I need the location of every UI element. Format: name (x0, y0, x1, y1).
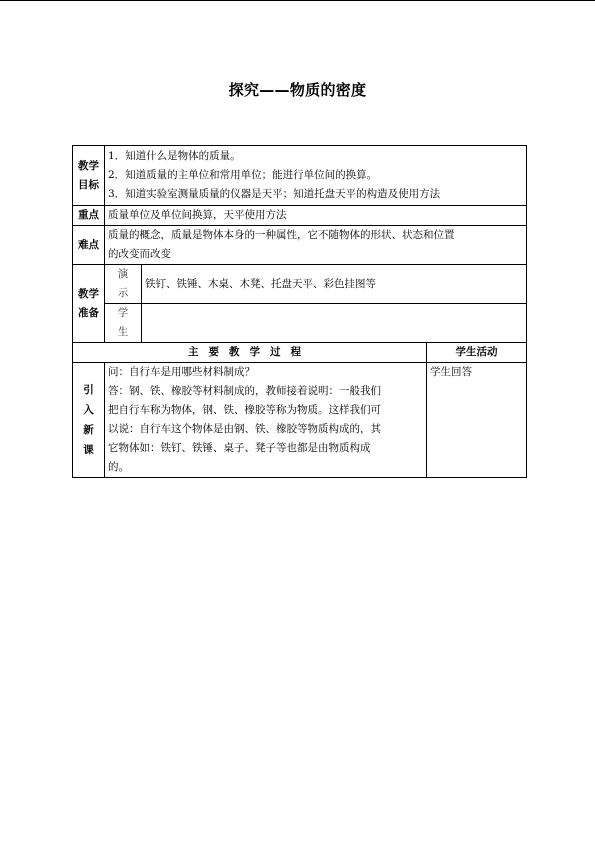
lesson-plan-table (72, 145, 527, 478)
student-activity-header: 学生活动 (427, 343, 527, 363)
key-point-label: 重点 (73, 206, 105, 226)
intro-student-activity: 学生回答 (427, 363, 527, 478)
preparation-demo-row (73, 265, 527, 304)
key-point-text: 质量单位及单位间换算，天平使用方法 (105, 206, 527, 226)
difficulty-label: 难点 (73, 226, 105, 265)
objectives-row (73, 146, 527, 206)
intro-row (73, 363, 527, 478)
objective-item: 3．知道实验室测量质量的仪器是天平；知道托盘天平的构造及使用方法 (108, 188, 441, 200)
intro-line: 把自行车称为物体，钢、铁、橡胶等称为物质。这样我们可 (108, 404, 381, 416)
objective-item: 2．知道质量的主单位和常用单位；能进行单位间的换算。 (108, 169, 378, 181)
document-title: 探究——物质的密度 (228, 81, 367, 99)
difficulty-content (105, 226, 527, 265)
preparation-label: 教学 准备 (73, 265, 105, 343)
intro-line: 它物体如：铁钉、铁锤、桌子、凳子等也都是由物质构成 (108, 442, 371, 454)
main-process-header: 主要教学过程 (73, 343, 427, 363)
process-header-row (73, 343, 527, 363)
key-point-row (73, 206, 527, 226)
intro-line: 问：自行车是用哪些材料制成？ (108, 366, 255, 378)
intro-line: 答：钢、铁、橡胶等材料制成的，教师接着说明：一般我们 (108, 385, 381, 397)
demo-text: 铁钉、铁锤、木桌、木凳、托盘天平、彩色挂图等 (142, 265, 527, 304)
preparation-student-row (73, 304, 527, 343)
difficulty-row (73, 226, 527, 265)
difficulty-line: 质量的概念，质量是物体本身的一种属性，它不随物体的形状、状态和位置 (108, 229, 455, 241)
objective-item: 1．知道什么是物体的质量。 (108, 150, 241, 162)
objectives-label: 教学 目标 (73, 146, 105, 206)
student-label: 学 生 (105, 304, 142, 343)
intro-line: 以说：自行车这个物体是由钢、铁、橡胶等物质构成的，其 (108, 423, 381, 435)
demo-label: 演 示 (105, 265, 142, 304)
student-text (142, 304, 527, 343)
intro-label: 引 入 新 课 (73, 363, 105, 478)
intro-content (105, 363, 427, 478)
page-top-rule (0, 0, 595, 1)
objectives-content (105, 146, 527, 206)
difficulty-line: 的改变而改变 (108, 248, 171, 260)
intro-line: 的。 (108, 461, 129, 473)
